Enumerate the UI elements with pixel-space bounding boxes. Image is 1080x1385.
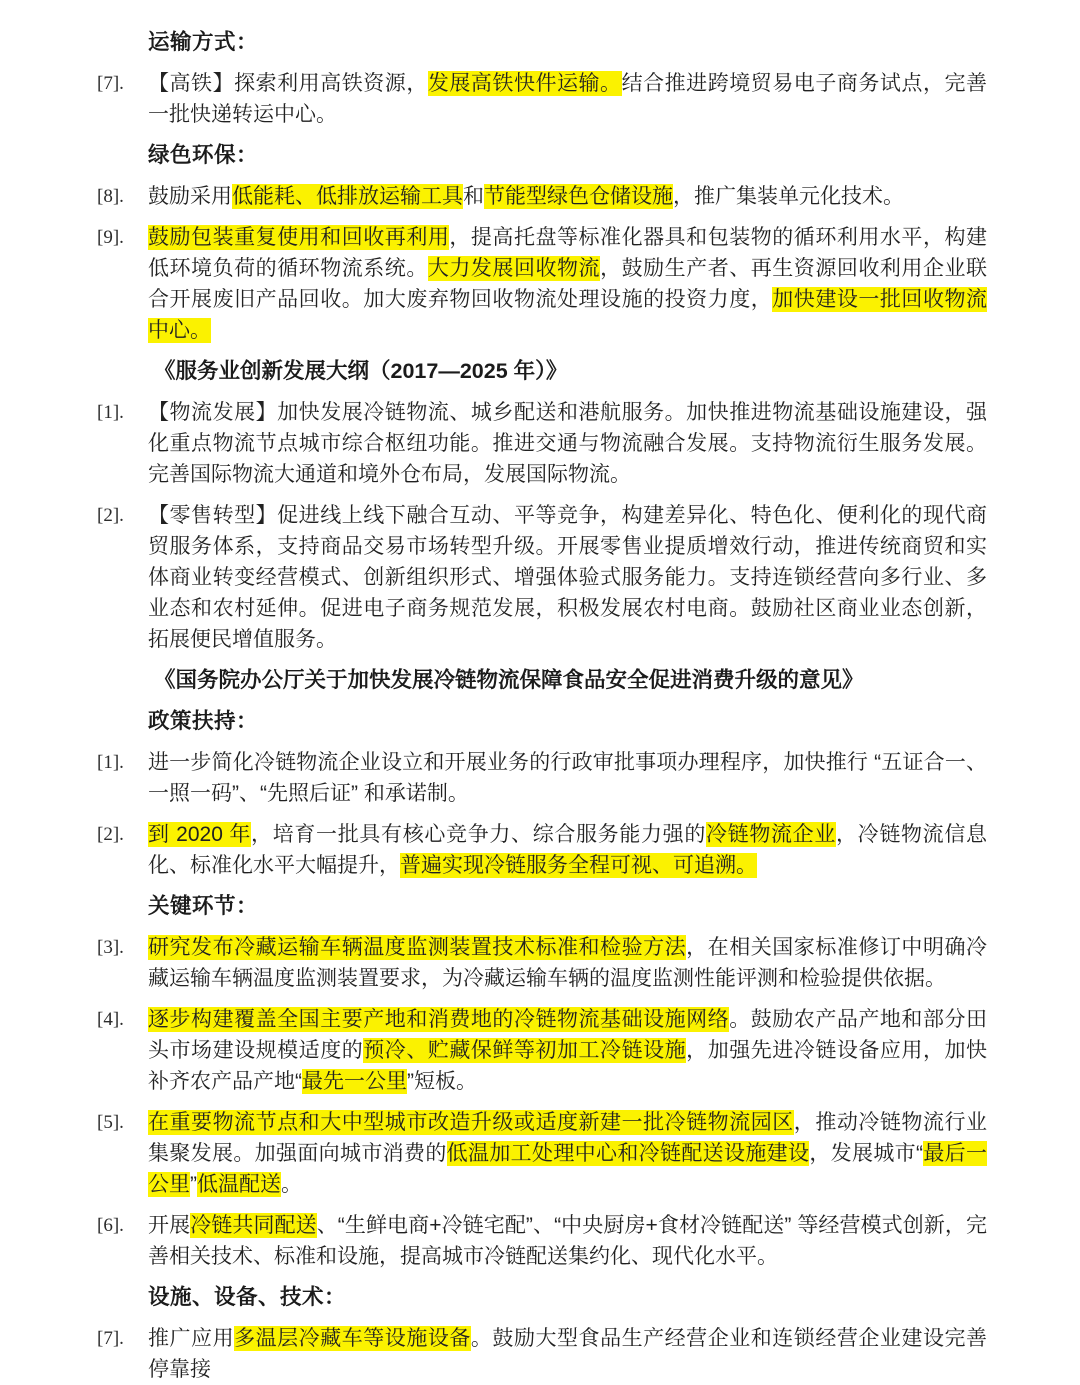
highlighted-text: 大力发展回收物流 <box>427 257 601 280</box>
item-number: [2]. <box>97 824 124 845</box>
list-item <box>97 747 987 809</box>
highlighted-text: 多温层冷藏车等设施设备 <box>234 1327 471 1350</box>
item-number: [4]. <box>97 1009 124 1030</box>
plain-text: ” <box>190 1173 197 1196</box>
highlighted-text: 研究发布冷藏运输车辆温度监测装置技术标准和检验方法 <box>148 936 687 959</box>
document-title: 《服务业创新发展大纲（2017—2025 年）》 <box>154 359 568 383</box>
plain-text: ，推广集装单元化技术。 <box>673 185 904 208</box>
item-number: [7]. <box>97 73 124 94</box>
highlighted-text: 低能耗、低排放运输工具 <box>232 185 463 208</box>
list-item <box>97 68 987 130</box>
item-number: [7]. <box>97 1328 124 1349</box>
plain-text: 。 <box>281 1173 302 1196</box>
plain-text: 鼓励采用 <box>148 185 232 208</box>
document-body <box>97 27 987 1385</box>
list-item <box>97 1107 987 1200</box>
item-text <box>148 1323 987 1385</box>
item-number: [6]. <box>97 1215 124 1236</box>
item-text <box>148 819 987 881</box>
list-item <box>97 1323 987 1385</box>
item-number: [2]. <box>97 505 124 526</box>
section-heading: 绿色环保： <box>148 143 259 167</box>
item-text <box>148 932 987 994</box>
plain-text: 【高铁】探索利用高铁资源， <box>148 72 428 95</box>
plain-text: 进一步简化冷链物流企业设立和开展业务的行政审批事项办理程序，加快推行 “五证合一、一照一码”、“先照后证” 和承诺制。 <box>148 751 987 805</box>
list-item <box>97 1004 987 1097</box>
plain-text: 【零售转型】促进线上线下融合互动、平等竞争，构建差异化、特色化、便利化的现代商贸服务体系，支持商品交易市场转型升级。开展零售业提质增效行动，推进传统商贸和实体商业转变经营模式、创新组织形式、增强体验式服务能力。支持连锁经营向多行业、多业态和农村延伸。促进电子商务规范发展，积极发展农村电商。鼓励社区商业业态创新，拓展便民增值服务。 <box>148 504 987 651</box>
highlighted-text: 加快建设一批回收物流中心。 <box>148 288 988 342</box>
plain-text: ，推动冷链物流行业集聚发展。加强面向城市消费的 <box>148 1111 988 1165</box>
item-number: [9]. <box>97 227 124 248</box>
section-heading: 设施、设备、技术： <box>148 1285 347 1309</box>
section-heading: 政策扶持： <box>148 709 259 733</box>
highlighted-text: 冷链共同配送 <box>190 1214 317 1237</box>
highlighted-text: 最后一公里 <box>148 1142 988 1196</box>
list-item <box>97 397 987 490</box>
section-heading: 运输方式： <box>148 30 259 54</box>
item-text <box>148 1004 987 1097</box>
item-text <box>148 1210 987 1272</box>
plain-text: 和 <box>463 185 484 208</box>
plain-text: 。鼓励大型食品生产经营企业和连锁经营企业建设完善停靠接 <box>148 1327 988 1381</box>
highlighted-text: 节能型绿色仓储设施 <box>484 185 673 208</box>
plain-text: ，提高托盘等标准化器具和包装物的循环利用水平，构建低环境负荷的循环物流系统。 <box>148 226 988 280</box>
highlighted-text: 低温加工处理中心和冷链配送设施建设 <box>446 1142 810 1165</box>
plain-text: ”短板。 <box>407 1070 477 1093</box>
item-text <box>148 397 987 490</box>
item-text <box>148 222 987 346</box>
highlighted-text: 冷链物流企业 <box>706 823 837 846</box>
highlighted-text: 到 2020 年 <box>148 823 252 846</box>
item-text <box>148 181 987 212</box>
highlighted-text: 鼓励包装重复使用和回收再利用 <box>148 226 450 249</box>
highlighted-text: 最先一公里 <box>302 1070 407 1093</box>
list-item <box>97 1210 987 1272</box>
plain-text: 。鼓励农产品产地和部分田头市场建设规模适度的 <box>148 1008 988 1062</box>
plain-text: ，鼓励生产者、再生资源回收利用企业联合开展废旧产品回收。加大废弃物回收物流处理设施的投资力度， <box>148 257 988 311</box>
plain-text: 、“生鲜电商+冷链宅配”、“中央厨房+食材冷链配送” 等经营模式创新，完善相关技术、标准和设施，提高城市冷链配送集约化、现代化水平。 <box>148 1214 988 1268</box>
item-number: [1]. <box>97 402 124 423</box>
plain-text: ，加强先进冷链设备应用，加快补齐农产品产地“ <box>148 1039 988 1093</box>
document-title: 《国务院办公厅关于加快发展冷链物流保障食品安全促进消费升级的意见》 <box>154 668 864 692</box>
list-item <box>97 222 987 346</box>
item-text <box>148 500 987 655</box>
item-number: [5]. <box>97 1112 124 1133</box>
plain-text: 【物流发展】加快发展冷链物流、城乡配送和港航服务。加快推进物流基础设施建设，强化重点物流节点城市综合枢纽功能。推进交通与物流融合发展。支持物流衍生服务发展。完善国际物流大通道和境外仓布局，发展国际物流。 <box>148 401 987 486</box>
highlighted-text: 在重要物流节点和大中型城市改造升级或适度新建一批冷链物流园区 <box>148 1111 794 1134</box>
item-number: [1]. <box>97 752 124 773</box>
highlighted-text: 低温配送 <box>197 1173 281 1196</box>
item-text <box>148 1107 987 1200</box>
item-text <box>148 68 987 130</box>
plain-text: ，发展城市“ <box>809 1142 924 1165</box>
item-number: [8]. <box>97 186 124 207</box>
plain-text: ，在相关国家标准修订中明确冷藏运输车辆温度监测装置要求，为冷藏运输车辆的温度监测性能评测和检验提供依据。 <box>148 936 987 990</box>
list-item <box>97 819 987 881</box>
highlighted-text: 普遍实现冷链服务全程可视、可追溯。 <box>400 854 757 877</box>
highlighted-text: 逐步构建覆盖全国主要产地和消费地的冷链物流基础设施网络 <box>148 1008 730 1031</box>
plain-text: 结合推进跨境贸易电子商务试点，完善一批快递转运中心。 <box>148 72 988 126</box>
section-heading: 关键环节： <box>148 894 259 918</box>
highlighted-text: 发展高铁快件运输。 <box>427 72 622 95</box>
plain-text: ，培育一批具有核心竞争力、综合服务能力强的 <box>251 823 707 846</box>
list-item <box>97 932 987 994</box>
plain-text: ，冷链物流信息化、标准化水平大幅提升， <box>148 823 988 877</box>
item-text <box>148 747 987 809</box>
item-number: [3]. <box>97 937 124 958</box>
plain-text: 开展 <box>148 1214 191 1237</box>
highlighted-text: 预冷、贮藏保鲜等初加工冷链设施 <box>363 1039 687 1062</box>
plain-text: 推广应用 <box>148 1327 235 1350</box>
list-item <box>97 500 987 655</box>
list-item <box>97 181 987 212</box>
